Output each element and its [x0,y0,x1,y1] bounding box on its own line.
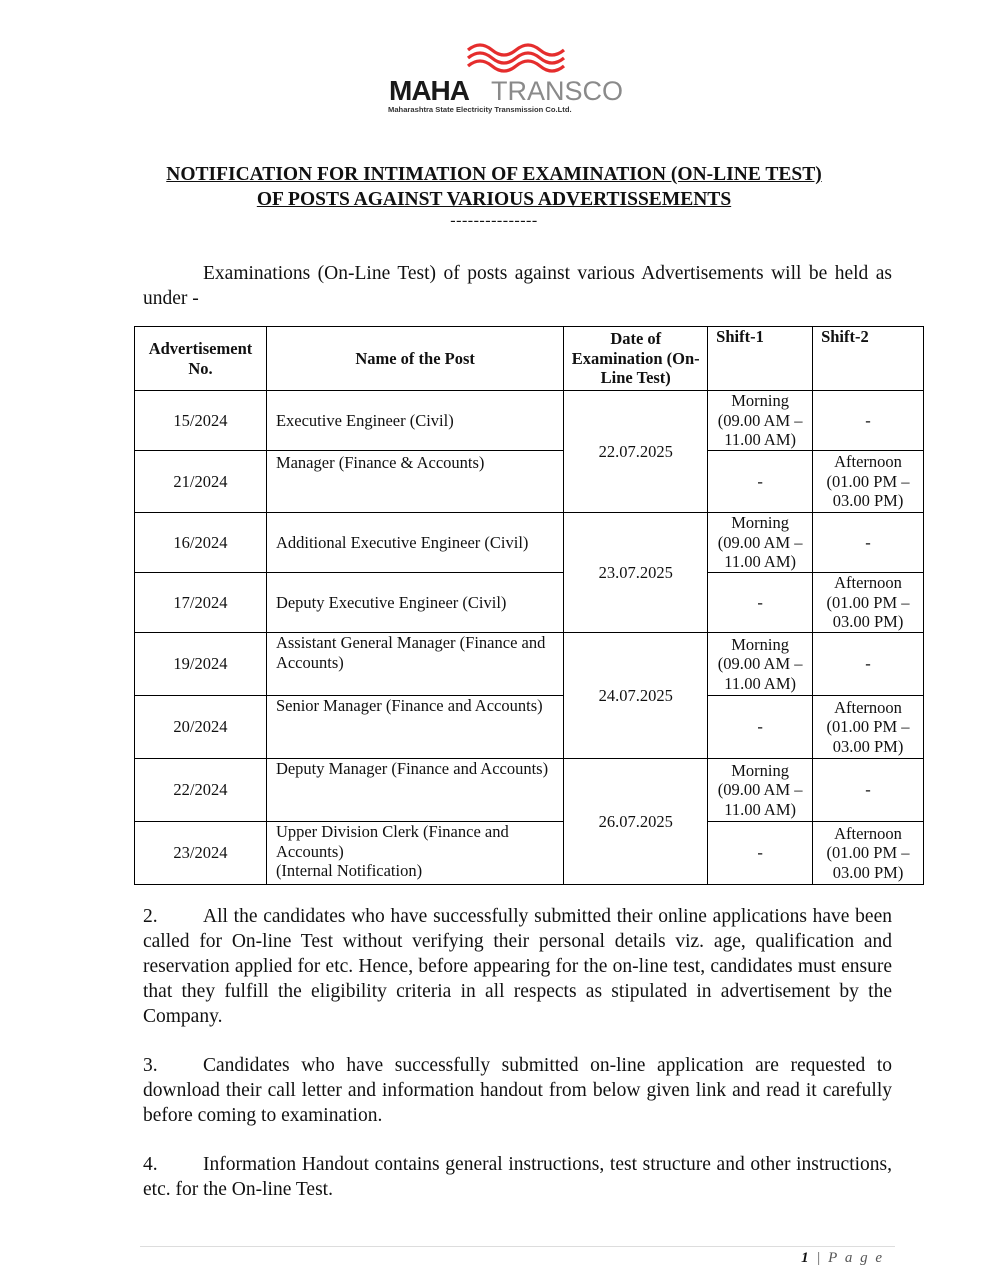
cell-exam-date: 26.07.2025 [564,759,708,885]
paragraph-2-text: All the candidates who have successfully submitted their online applications have been called for On-line Test without verifying their personal details viz. age, qualification and reservation applied for etc. Hence, before appearing for the on-line test, candidates must ensure that they fulfill the eligibility criteria in all respects as stipulated in advertisement by the Company. [143,906,892,1027]
table-row [135,822,924,885]
paragraph-4-number: 4. [143,1154,158,1175]
paragraph-3-text: Candidates who have successfully submitted on-line application are requested to download their call letter and information handout from below given link and read it carefully before coming to examination. [143,1055,892,1126]
cell-post-name: Manager (Finance & Accounts) [266,451,563,513]
table-row [135,451,924,513]
cell-shift-2: Afternoon (01.00 PM – 03.00 PM) [813,696,924,759]
mahatransco-logo-graphic [386,30,648,118]
post-name-text: Upper Division Clerk (Finance and Accounts) [275,822,509,861]
cell-shift-1: Morning (09.00 AM – 11.00 AM) [708,759,813,822]
cell-shift-1: Morning (09.00 AM – 11.00 AM) [708,633,813,696]
cell-adv-no: 23/2024 [135,822,267,885]
paragraph-3-number: 3. [143,1055,158,1076]
cell-adv-no: 20/2024 [135,696,267,759]
cell-post-name: Assistant General Manager (Finance and Accounts) [266,633,563,696]
header-date-of-examination: Date of Examination (On-Line Test) [564,327,708,391]
cell-shift-2: - [813,513,924,573]
table-row [135,573,924,633]
cell-exam-date: 24.07.2025 [564,633,708,759]
footer-divider [140,1246,895,1247]
cell-adv-no: 19/2024 [135,633,267,696]
title-line-2: OF POSTS AGAINST VARIOUS ADVERTISSEMENTS [256,189,732,210]
cell-post-name: Deputy Manager (Finance and Accounts) [266,759,563,822]
title-separator: --------------- [450,212,538,229]
post-name-note: (Internal Notification) [275,861,423,880]
header-name-of-post: Name of the Post [266,327,563,391]
header-shift-1: Shift-1 [708,327,813,391]
cell-adv-no: 21/2024 [135,451,267,513]
table-row [135,391,924,451]
page-number-footer [801,1250,884,1267]
cell-shift-1: - [708,573,813,633]
cell-exam-date: 23.07.2025 [564,513,708,633]
cell-shift-1: - [708,451,813,513]
logo-transco-text: TRANSCO [491,76,624,106]
cell-adv-no: 17/2024 [135,573,267,633]
mahatransco-logo [386,30,648,118]
page-label: | P a g e [816,1250,884,1266]
paragraph-2-number: 2. [143,906,158,927]
cell-shift-2: - [813,633,924,696]
cell-adv-no: 16/2024 [135,513,267,573]
title-line-1: NOTIFICATION FOR INTIMATION OF EXAMINATION (ON-LINE TEST) [166,164,822,185]
cell-adv-no: 22/2024 [135,759,267,822]
cell-post-name: Additional Executive Engineer (Civil) [266,513,563,573]
cell-shift-1: Morning (09.00 AM – 11.00 AM) [708,513,813,573]
page-number: 1 [801,1250,811,1266]
logo-maha-text: MAHA [389,75,469,106]
table-row [135,759,924,822]
cell-post-name: Deputy Executive Engineer (Civil) [266,573,563,633]
cell-shift-1: - [708,822,813,885]
cell-shift-1: - [708,696,813,759]
cell-post-name: Executive Engineer (Civil) [266,391,563,451]
cell-adv-no: 15/2024 [135,391,267,451]
logo-tagline-text: Maharashtra State Electricity Transmission Co.Ltd. [388,105,572,114]
table-row [135,513,924,573]
cell-exam-date: 22.07.2025 [564,391,708,513]
table-row [135,696,924,759]
cell-post-name [266,822,563,885]
paragraph-3 [143,1053,892,1128]
intro-paragraph: Examinations (On-Line Test) of posts against various Advertisements will be held as under - [143,263,892,309]
table-row [135,633,924,696]
paragraph-2 [143,904,892,1029]
cell-shift-2: - [813,759,924,822]
cell-shift-1: Morning (09.00 AM – 11.00 AM) [708,391,813,451]
exam-schedule-table [134,326,924,885]
table-header-row [135,327,924,391]
paragraph-4 [143,1152,892,1202]
header-advertisement-no: Advertisement No. [135,327,267,391]
paragraph-4-text: Information Handout contains general instructions, test structure and other instructions, etc. for the On-line Test. [143,1154,892,1200]
cell-shift-2: Afternoon (01.00 PM – 03.00 PM) [813,822,924,885]
cell-shift-2: Afternoon (01.00 PM – 03.00 PM) [813,573,924,633]
notification-title [0,162,988,212]
cell-post-name: Senior Manager (Finance and Accounts) [266,696,563,759]
header-shift-2: Shift-2 [813,327,924,391]
cell-shift-2: - [813,391,924,451]
cell-shift-2: Afternoon (01.00 PM – 03.00 PM) [813,451,924,513]
